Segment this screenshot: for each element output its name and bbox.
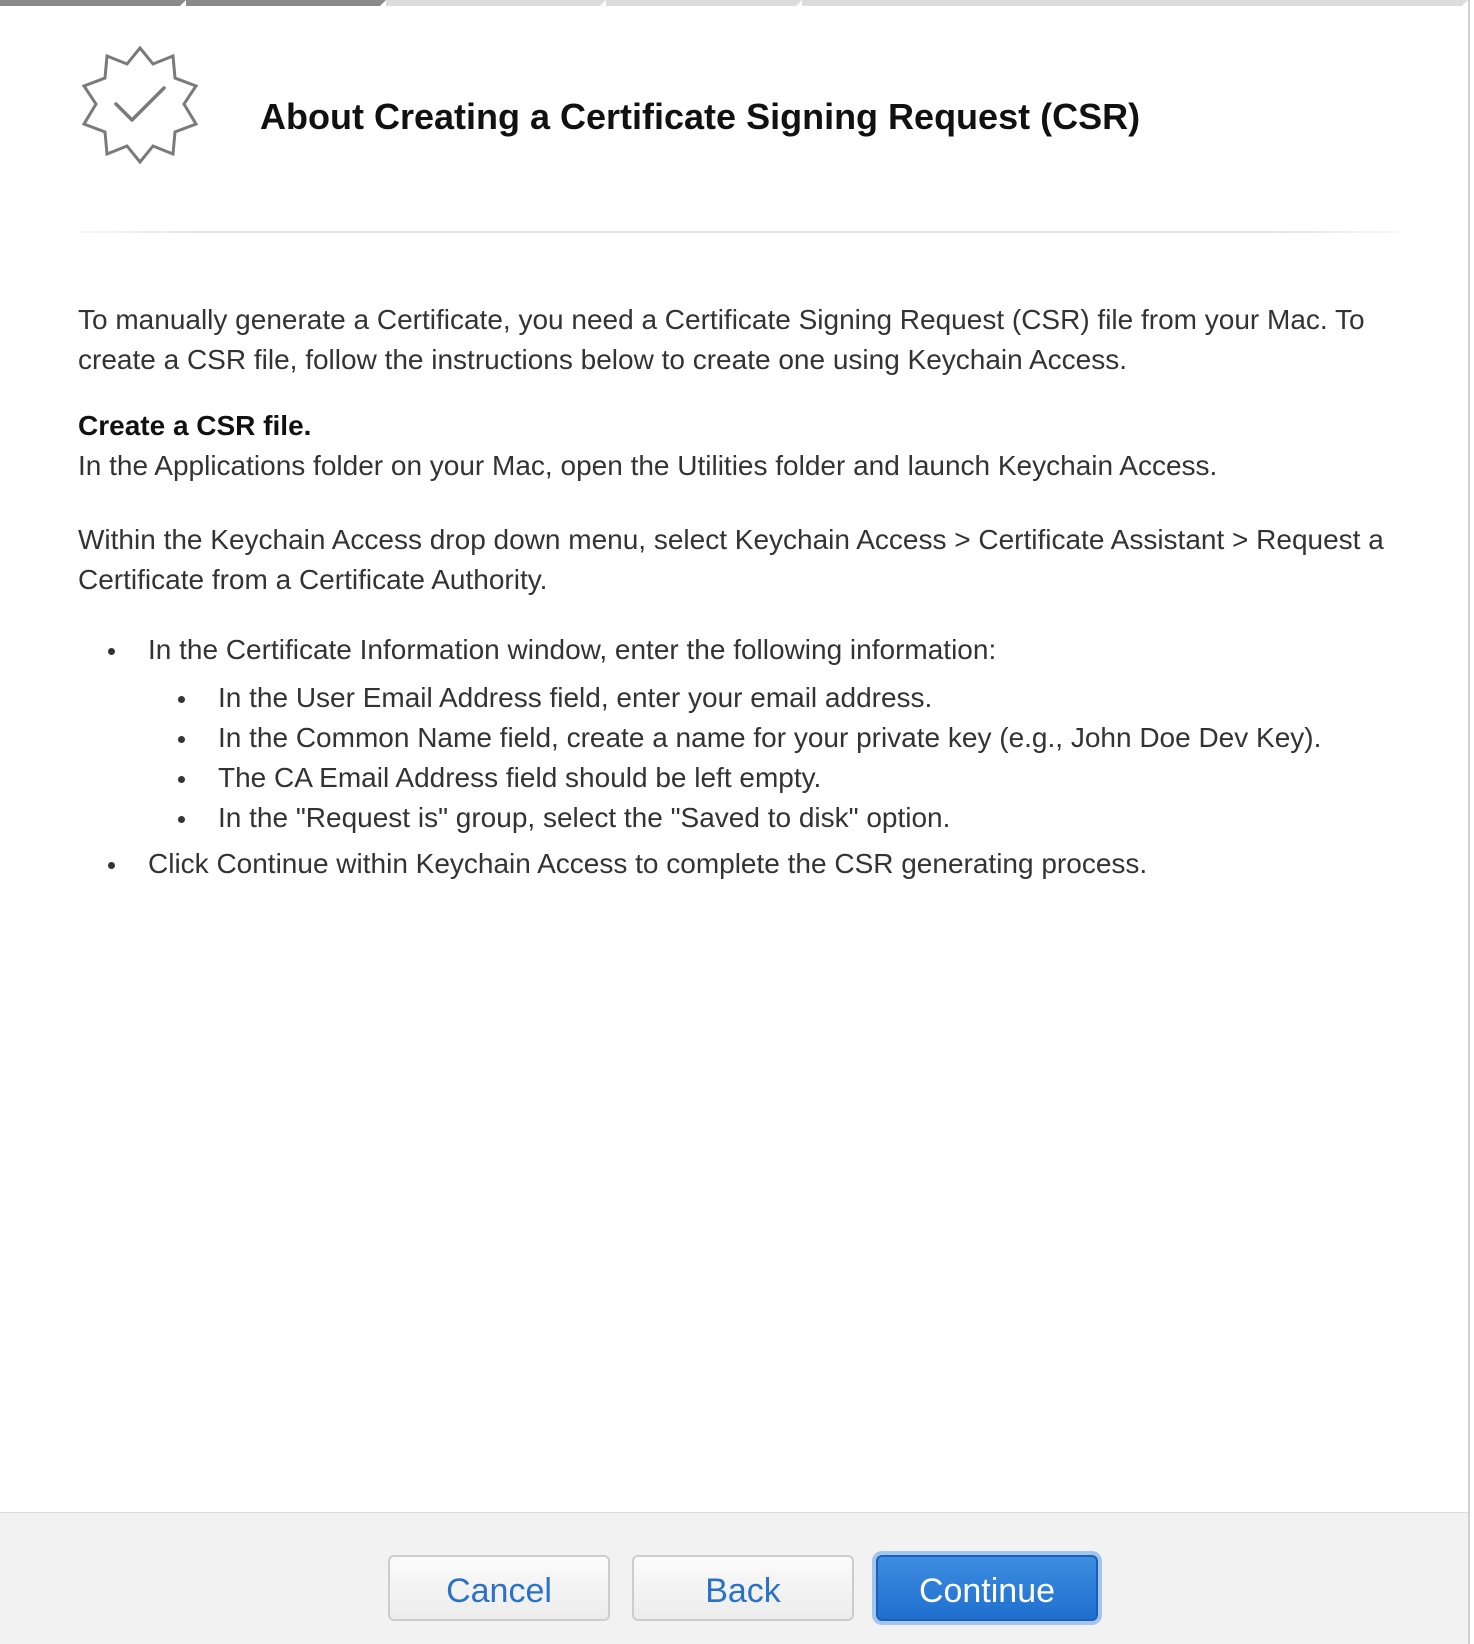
progress-step-3 bbox=[386, 0, 606, 6]
button-bar bbox=[0, 1512, 1468, 1644]
bullet-certificate-info: In the Certificate Information window, enter the following information: bbox=[148, 634, 997, 665]
progress-step-2 bbox=[186, 0, 386, 6]
sub-bullet-list bbox=[148, 678, 1398, 838]
cancel-button[interactable]: Cancel bbox=[388, 1555, 610, 1621]
step-2-text: Within the Keychain Access drop down menu, select Keychain Access > Certificate Assistant > Request a Certificate from a Certificate Authority. bbox=[78, 524, 1384, 595]
progress-step-1 bbox=[0, 0, 186, 6]
list-item: In the Common Name field, create a name for your private key (e.g., John Doe Dev Key). bbox=[148, 718, 1398, 758]
progress-step-4 bbox=[606, 0, 802, 6]
certificate-badge-icon bbox=[78, 44, 202, 168]
continue-button[interactable]: Continue bbox=[876, 1555, 1098, 1621]
list-item: The CA Email Address field should be left empty. bbox=[148, 758, 1398, 798]
back-button[interactable]: Back bbox=[632, 1555, 854, 1621]
bullet-list bbox=[78, 630, 1398, 884]
list-item bbox=[78, 630, 1398, 838]
instructions bbox=[78, 300, 1398, 890]
progress-step-5 bbox=[802, 0, 1468, 6]
list-item: In the User Email Address field, enter your email address. bbox=[148, 678, 1398, 718]
list-item: In the "Request is" group, select the "Saved to disk" option. bbox=[148, 798, 1398, 838]
step-1-text: In the Applications folder on your Mac, open the Utilities folder and launch Keychain Access. bbox=[78, 450, 1218, 481]
section-heading: Create a CSR file. bbox=[78, 410, 312, 441]
list-item bbox=[78, 844, 1398, 884]
header-divider bbox=[78, 231, 1398, 233]
header bbox=[78, 44, 1378, 164]
progress-steps bbox=[0, 0, 1468, 6]
dialog-edge bbox=[1470, 0, 1474, 1644]
bullet-click-continue: Click Continue within Keychain Access to complete the CSR generating process. bbox=[148, 848, 1148, 879]
intro-text: To manually generate a Certificate, you need a Certificate Signing Request (CSR) file from your Mac. To create a CSR file, follow the instructions below to create one using Keychain Access. bbox=[78, 304, 1365, 375]
page-title: About Creating a Certificate Signing Request (CSR) bbox=[260, 96, 1141, 137]
